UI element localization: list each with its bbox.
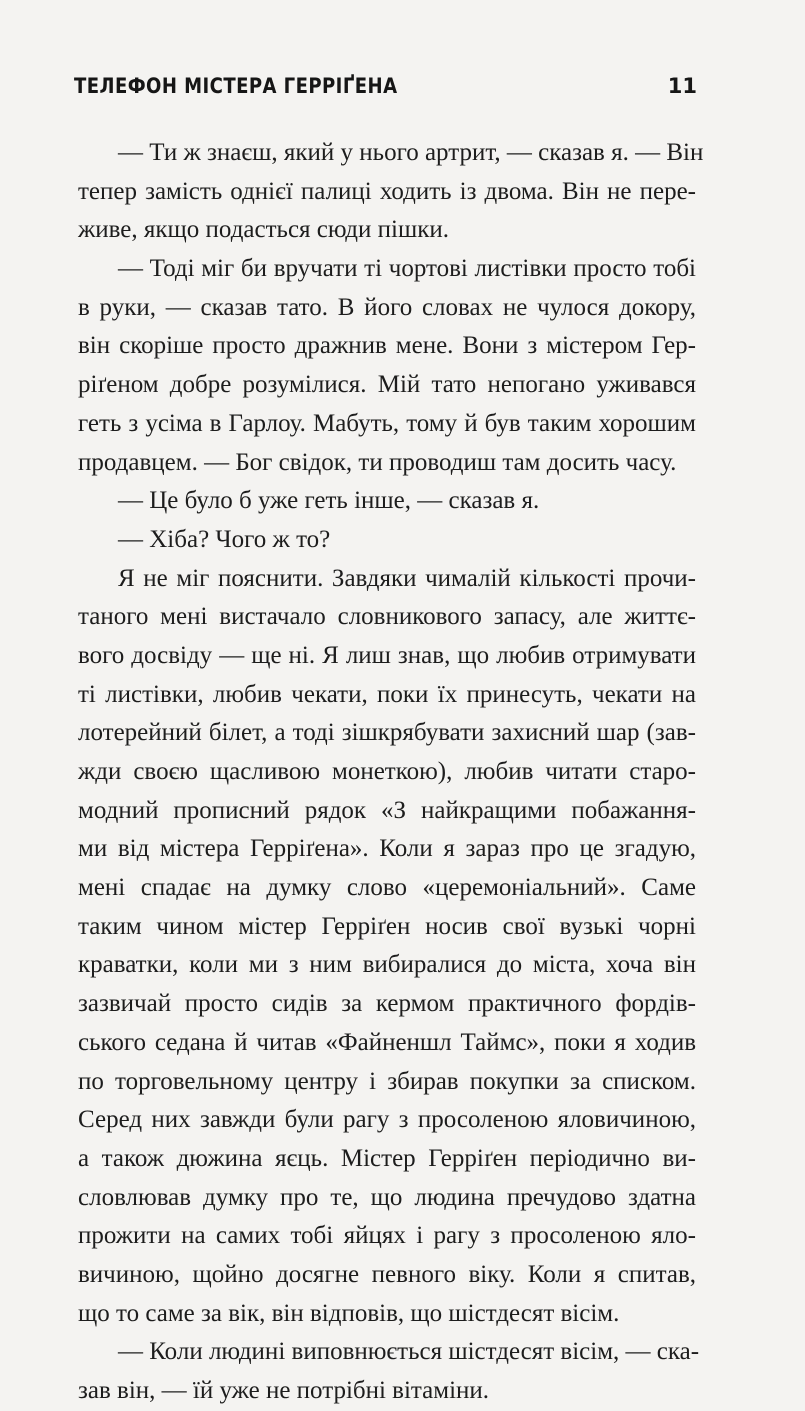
text-line: таного мені вистачало словникового запасу, але життє- <box>78 603 696 631</box>
text-line: ського седана й читав «Файненшл Таймс», поки я ходив <box>78 1028 696 1056</box>
text-line: ті листівки, любив чекати, поки їх принесуть, чекати на <box>78 680 696 708</box>
text-line: Серед них завжди були рагу з просоленою яловичиною, <box>78 1106 696 1134</box>
text-line: зазвичай просто сидів за кермом практичного фордів- <box>78 990 696 1018</box>
text-line: живе, якщо подасться сюди пішки. <box>78 216 449 244</box>
text-line: ріґеном добре розумілися. Мій тато непогано уживався <box>78 371 696 399</box>
text-line: — Коли людині виповнюється шістдесят вісім, — ска- <box>118 1338 700 1366</box>
text-line: в руки, — сказав тато. В його словах не чулося докору, <box>78 293 696 321</box>
text-line: словлював думку про те, що людина пречудово здатна <box>78 1183 696 1211</box>
text-line: жди своєю щасливою монеткою), любив читати старо- <box>78 758 696 785</box>
text-line: геть з усіма в Гарлоу. Мабуть, тому й був таким хорошим <box>78 409 696 437</box>
text-line: краватки, коли ми з ним вибиралися до міста, хоча він <box>78 951 696 979</box>
text-line: — Тоді міг би вручати ті чортові листівки просто тобі <box>118 255 696 283</box>
text-line: мені спадає на думку слово «церемоніальний». Саме <box>78 874 696 902</box>
text-line: — Це було б уже геть інше, — сказав я. <box>118 487 540 515</box>
page-number: 11 <box>667 74 697 98</box>
text-line: продавцем. — Бог свідок, ти проводиш там досить часу. <box>78 448 677 476</box>
text-line: по торговельному центру і збирав покупки за списком. <box>78 1067 696 1095</box>
text-line: зав він, — їй уже не потрібні вітаміни. <box>78 1377 490 1404</box>
text-line: він скоріше просто дражнив мене. Вони з містером Гер- <box>78 332 696 360</box>
text-line: тепер замість однієї палиці ходить із двома. Він не пере- <box>78 177 696 205</box>
text-line: а також дюжина яєць. Містер Герріґен періодично ви- <box>78 1144 696 1172</box>
text-line: таким чином містер Герріґен носив свої вузькі чорні <box>78 912 696 940</box>
text-line: прожити на самих тобі яйцях і рагу з просоленою ялo- <box>78 1222 696 1250</box>
text-line: Я не міг пояснити. Завдяки чималій кількості прочи- <box>118 564 696 592</box>
text-body <box>78 134 704 1411</box>
text-line: що то саме за вік, він відповів, що шістдесят вісім. <box>78 1299 620 1327</box>
text-line: — Хіба? Чого ж то? <box>118 525 331 553</box>
text-line: вого досвіду — ще ні. Я лиш знав, що любив отримувати <box>78 641 696 669</box>
text-line: модний прописний рядок «З найкращими побажання- <box>78 796 696 824</box>
text-line: лотерейний білет, а тоді зішкрябувати захисний шар (зав- <box>78 719 696 747</box>
text-line: ми від містера Герріґена». Коли я зараз про це згадую, <box>78 835 696 863</box>
text-line: — Ти ж знаєш, який у нього артрит, — сказав я. — Він <box>118 139 704 166</box>
text-line: вичиною, щойно досягне певного віку. Коли я спитав, <box>78 1260 696 1288</box>
running-head: ТЕЛЕФОН МІСТЕРА ГЕРРІҐЕНА <box>74 74 398 98</box>
